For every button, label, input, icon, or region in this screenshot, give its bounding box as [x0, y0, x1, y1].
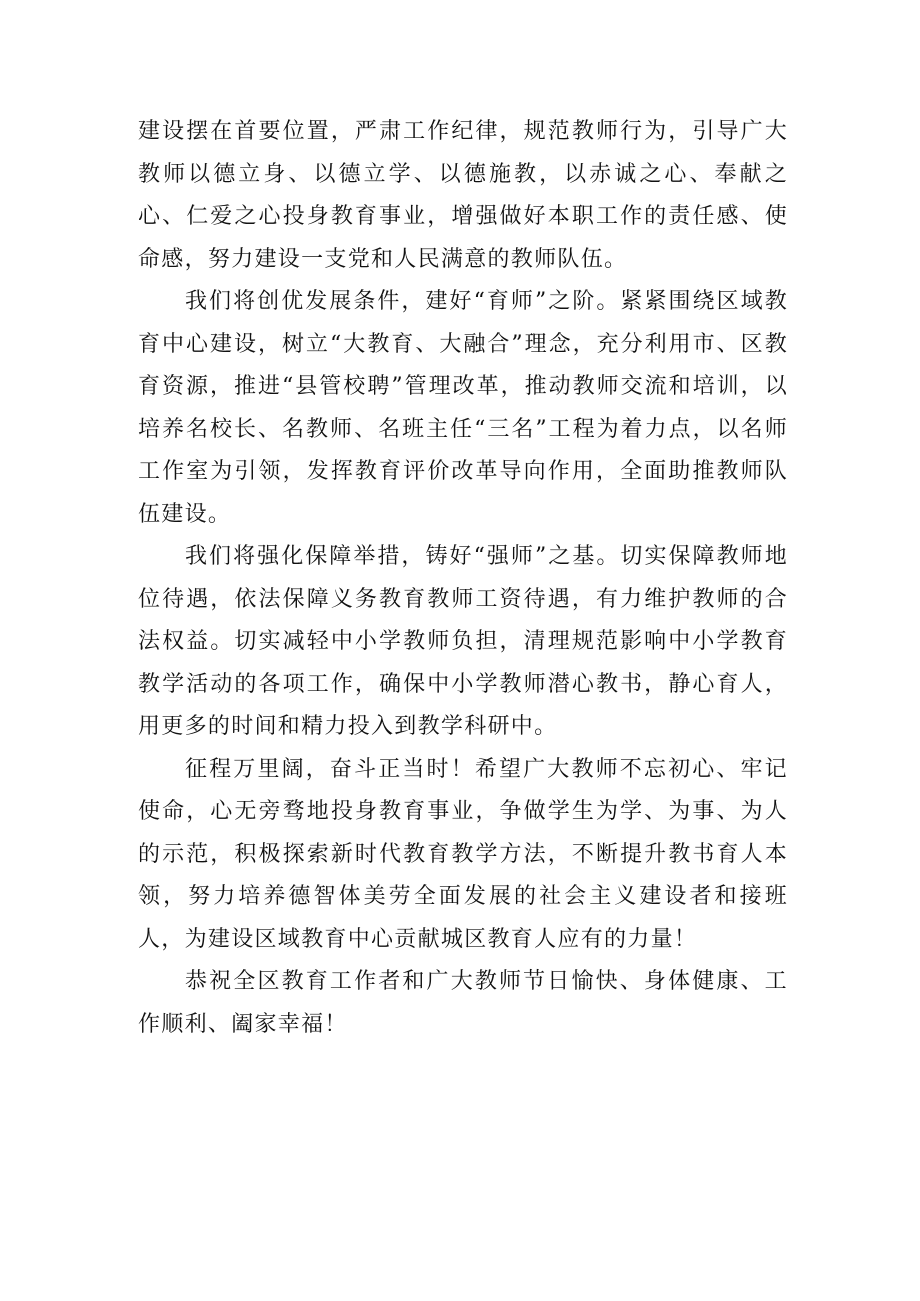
paragraph-continuation: 建设摆在首要位置，严肃工作纪律，规范教师行为，引导广大教师以德立身、以德立学、以德施教，以赤诚之心、奉献之心、仁爱之心投身教育事业，增强做好本职工作的责任感、使命感，努力建设一支党和人民满意的教师队伍。 — [138, 119, 788, 272]
paragraph-qiangshi: 我们将强化保障举措，铸好“强师”之基。切实保障教师地位待遇，依法保障义务教育教师工资待遇，有力维护教师的合法权益。切实减轻中小学教师负担，清理规范影响中小学教育教学活动的各项工作，确保中小学教师潜心教书，静心育人，用更多的时间和精力投入到教学科研中。 — [138, 544, 788, 739]
paragraph-greeting: 恭祝全区教育工作者和广大教师节日愉快、身体健康、工作顺利、阖家幸福！ — [138, 969, 788, 1037]
paragraph-yushi: 我们将创优发展条件，建好“育师”之阶。紧紧围绕区域教育中心建设，树立“大教育、大融合”理念，充分利用市、区教育资源，推进“县管校聘”管理改革，推动教师交流和培训，以培养名校长、名教师、名班主任“三名”工程为着力点，以名师工作室为引领，发挥教育评价改革导向作用，全面助推教师队伍建设。 — [138, 289, 788, 527]
paragraph-hope: 征程万里阔，奋斗正当时！希望广大教师不忘初心、牢记使命，心无旁骛地投身教育事业，争做学生为学、为事、为人的示范，积极探索新时代教育教学方法，不断提升教书育人本领，努力培养德智体美劳全面发展的社会主义建设者和接班人，为建设区域教育中心贡献城区教育人应有的力量！ — [138, 756, 788, 952]
document-body — [138, 111, 788, 1046]
